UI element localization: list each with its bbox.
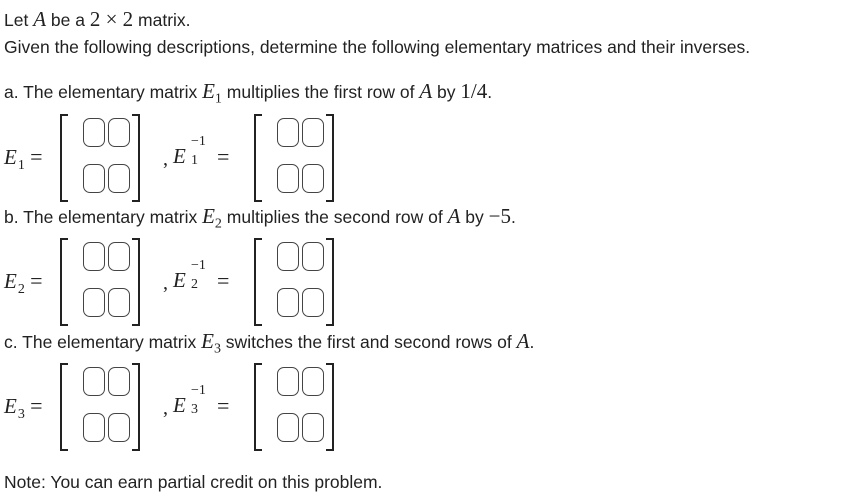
matrix-dimensions: 2 × 2 — [89, 7, 134, 31]
E2-cell-r2c2[interactable] — [108, 288, 130, 317]
E1-inverse-label — [173, 134, 230, 169]
part-c-description — [4, 330, 534, 361]
left-bracket — [60, 114, 68, 202]
matrix-name: E — [202, 204, 215, 228]
label-E: E — [173, 268, 186, 292]
E1inv-cell-r2c2[interactable] — [302, 164, 324, 193]
scalar-value: 1/4 — [460, 79, 488, 103]
intro-text: matrix. — [133, 10, 191, 30]
intro-line-2: Given the following descriptions, determine the following elementary matrices and their inverses. — [4, 37, 751, 57]
equals-sign: = — [217, 268, 230, 293]
left-bracket — [254, 363, 262, 451]
part-text: multiplies the first row of — [221, 82, 420, 102]
E2-label — [4, 268, 43, 297]
equals-sign: = — [30, 144, 43, 169]
E2-cell-r2c1[interactable] — [83, 288, 105, 317]
part-text: by — [460, 207, 489, 227]
equals-sign: = — [30, 393, 43, 418]
part-text: b. The elementary matrix — [4, 207, 203, 227]
matrix-A-symbol: A — [447, 204, 461, 228]
left-bracket — [60, 238, 68, 326]
equals-sign: = — [217, 393, 230, 418]
part-text: c. The elementary matrix — [4, 332, 202, 352]
E1-cell-r2c1[interactable] — [83, 164, 105, 193]
matrix-subscript: 3 — [213, 341, 221, 357]
E3-matrix — [60, 363, 140, 451]
comma: , — [163, 272, 168, 294]
right-bracket — [326, 363, 334, 451]
E1-label — [4, 144, 43, 173]
E1-cell-r2c2[interactable] — [108, 164, 130, 193]
E3-cell-r1c1[interactable] — [83, 367, 105, 396]
part-a-answer-row — [0, 114, 865, 202]
E3-cell-r1c2[interactable] — [108, 367, 130, 396]
right-bracket — [132, 363, 140, 451]
E2-inverse-matrix — [254, 238, 334, 326]
part-c-answer-row — [0, 363, 865, 451]
part-a-description — [4, 80, 492, 111]
label-subscript: 3 — [17, 407, 25, 422]
matrix-subscript: 1 — [214, 91, 222, 107]
part-text: switches the first and second rows of — [220, 332, 517, 352]
partial-credit-note: Note: You can earn partial credit on this problem. — [4, 472, 383, 492]
E2inv-cell-r2c1[interactable] — [277, 288, 299, 317]
label-subscript: 3 — [191, 402, 198, 417]
matrix-name: E — [201, 329, 214, 353]
equals-sign: = — [217, 144, 230, 169]
inverse-superscript: −1 — [191, 134, 206, 149]
E3inv-cell-r2c2[interactable] — [302, 413, 324, 442]
matrix-subscript: 2 — [214, 216, 222, 232]
E3-inverse-label — [173, 383, 230, 418]
label-subscript: 2 — [191, 277, 198, 292]
part-text: . — [529, 332, 535, 352]
matrix-A-symbol: A — [33, 7, 47, 31]
E1inv-cell-r1c1[interactable] — [277, 118, 299, 147]
E3inv-cell-r1c2[interactable] — [302, 367, 324, 396]
right-bracket — [326, 238, 334, 326]
comma: , — [163, 397, 168, 419]
label-subscript: 1 — [17, 158, 25, 173]
label-E: E — [173, 144, 186, 168]
left-bracket — [254, 238, 262, 326]
E2-cell-r1c2[interactable] — [108, 242, 130, 271]
label-E: E — [4, 145, 17, 169]
inverse-superscript: −1 — [191, 258, 206, 273]
intro-text: be a — [46, 10, 90, 30]
E1inv-cell-r1c2[interactable] — [302, 118, 324, 147]
left-bracket — [60, 363, 68, 451]
matrix-name: E — [202, 79, 215, 103]
equals-sign: = — [30, 268, 43, 293]
label-E: E — [173, 393, 186, 417]
label-subscript: 2 — [17, 282, 25, 297]
right-bracket — [132, 238, 140, 326]
matrix-A-symbol: A — [516, 329, 530, 353]
intro-text: Let — [4, 10, 34, 30]
E3-label — [4, 393, 43, 422]
E2inv-cell-r1c2[interactable] — [302, 242, 324, 271]
E3-inverse-matrix — [254, 363, 334, 451]
intro-line-1 — [4, 8, 191, 31]
part-text: . — [510, 207, 516, 227]
E1-inverse-matrix — [254, 114, 334, 202]
E3inv-cell-r1c1[interactable] — [277, 367, 299, 396]
E2inv-cell-r1c1[interactable] — [277, 242, 299, 271]
part-text: a. The elementary matrix — [4, 82, 203, 102]
E1inv-cell-r2c1[interactable] — [277, 164, 299, 193]
E3inv-cell-r2c1[interactable] — [277, 413, 299, 442]
left-bracket — [254, 114, 262, 202]
E1-cell-r1c1[interactable] — [83, 118, 105, 147]
E2inv-cell-r2c2[interactable] — [302, 288, 324, 317]
part-b-answer-row — [0, 238, 865, 326]
E2-matrix — [60, 238, 140, 326]
part-text: . — [487, 82, 493, 102]
part-b-description — [4, 205, 516, 236]
right-bracket — [132, 114, 140, 202]
label-E: E — [4, 269, 17, 293]
E1-matrix — [60, 114, 140, 202]
part-text: multiplies the second row of — [221, 207, 448, 227]
E3-cell-r2c2[interactable] — [108, 413, 130, 442]
E2-cell-r1c1[interactable] — [83, 242, 105, 271]
label-subscript: 1 — [191, 153, 198, 168]
E2-inverse-label — [173, 258, 230, 293]
scalar-value: −5 — [488, 204, 511, 228]
E3-cell-r2c1[interactable] — [83, 413, 105, 442]
matrix-A-symbol: A — [419, 79, 433, 103]
right-bracket — [326, 114, 334, 202]
E1-cell-r1c2[interactable] — [108, 118, 130, 147]
label-E: E — [4, 394, 17, 418]
comma: , — [163, 148, 168, 170]
inverse-superscript: −1 — [191, 383, 206, 398]
part-text: by — [432, 82, 461, 102]
